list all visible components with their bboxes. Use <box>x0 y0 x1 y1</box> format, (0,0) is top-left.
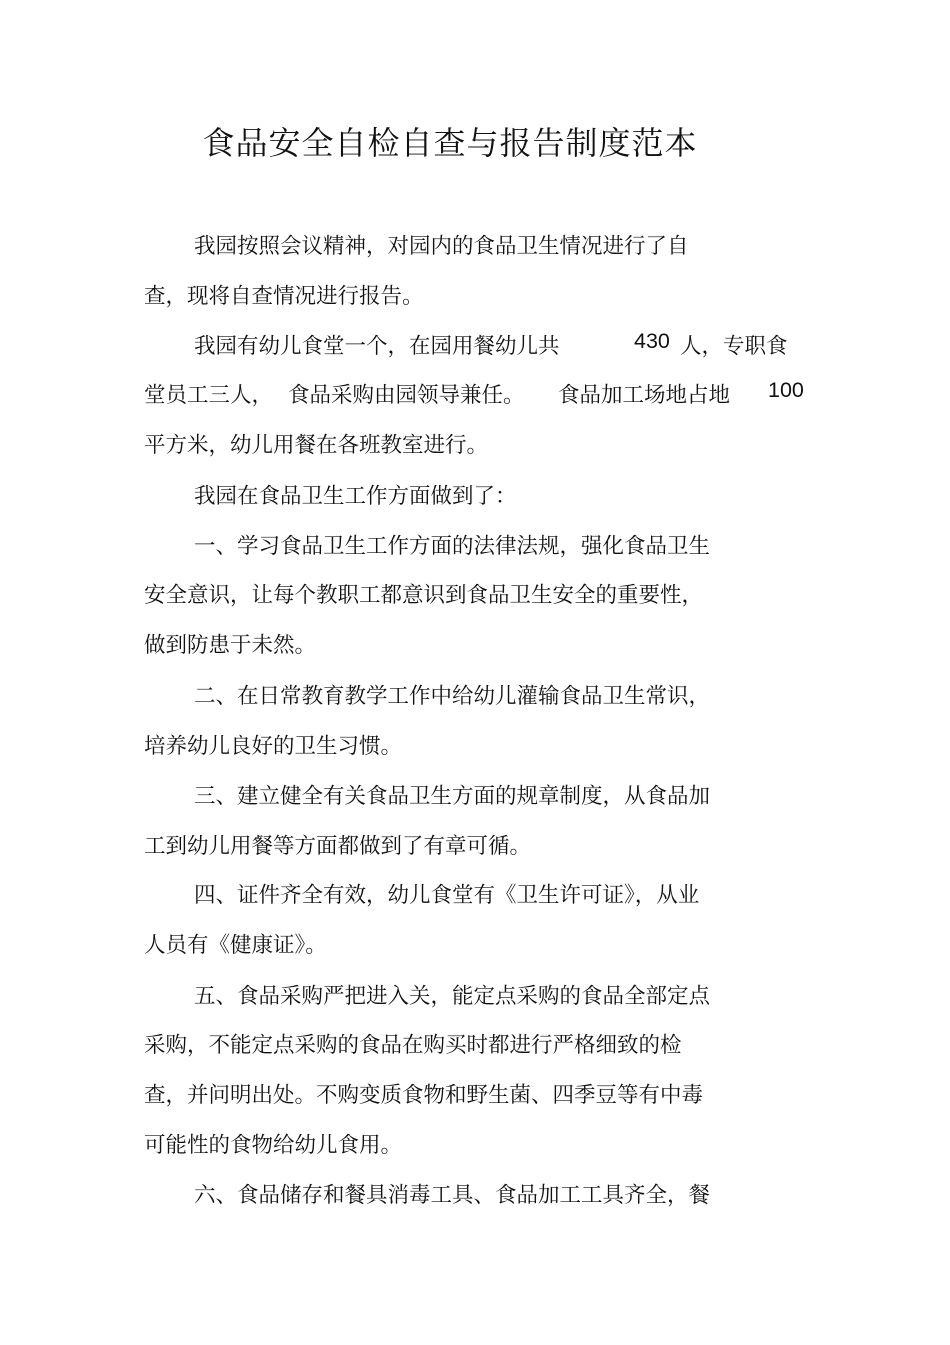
text-line: 堂员工三人， <box>144 383 274 408</box>
text-line: 三、建立健全有关食品卫生方面的规章制度，从食品加 <box>194 784 711 809</box>
text-line: 我园按照会议精神，对园内的食品卫生情况进行了自 <box>194 234 689 259</box>
text-line: 四、证件齐全有效，幼儿食堂有《卫生许可证》，从业 <box>194 883 700 908</box>
text-line: 食品加工场地占地 <box>558 383 731 408</box>
text-line: 人员有《健康证》。 <box>144 933 327 958</box>
diner-count: 430 <box>634 329 670 353</box>
text-line: 安全意识，让每个教职工都意识到食品卫生安全的重要性， <box>144 583 704 608</box>
text-line: 一、学习食品卫生工作方面的法律法规，强化食品卫生 <box>194 534 711 559</box>
area-value: 100 <box>768 378 804 402</box>
text-line: 查，现将自查情况进行报告。 <box>144 284 424 309</box>
text-line: 做到防患于未然。 <box>144 633 317 658</box>
text-line: 采购，不能定点采购的食品在购买时都进行严格细致的检 <box>144 1033 682 1058</box>
text-line: 工到幼儿用餐等方面都做到了有章可循。 <box>144 834 532 859</box>
text-line: 平方米，幼儿用餐在各班教室进行。 <box>144 433 489 458</box>
document-title: 食品安全自检自查与报告制度范本 <box>202 124 698 162</box>
text-line: 人，专职食 <box>680 334 788 359</box>
text-line: 五、食品采购严把进入关，能定点采购的食品全部定点 <box>194 984 711 1009</box>
text-line: 我园在食品卫生工作方面做到了： <box>194 484 517 509</box>
text-line: 我园有幼儿食堂一个，在园用餐幼儿共 <box>194 334 560 359</box>
text-line: 食品采购由园领导兼任。 <box>288 383 525 408</box>
text-line: 可能性的食物给幼儿食用。 <box>144 1133 403 1158</box>
text-line: 培养幼儿良好的卫生习惯。 <box>144 734 403 759</box>
text-line: 二、在日常教育教学工作中给幼儿灌输食品卫生常识， <box>194 684 711 709</box>
text-line: 六、食品储存和餐具消毒工具、食品加工工具齐全，餐 <box>194 1183 711 1208</box>
text-line: 查，并问明出处。不购变质食物和野生菌、四季豆等有中毒 <box>144 1083 704 1108</box>
